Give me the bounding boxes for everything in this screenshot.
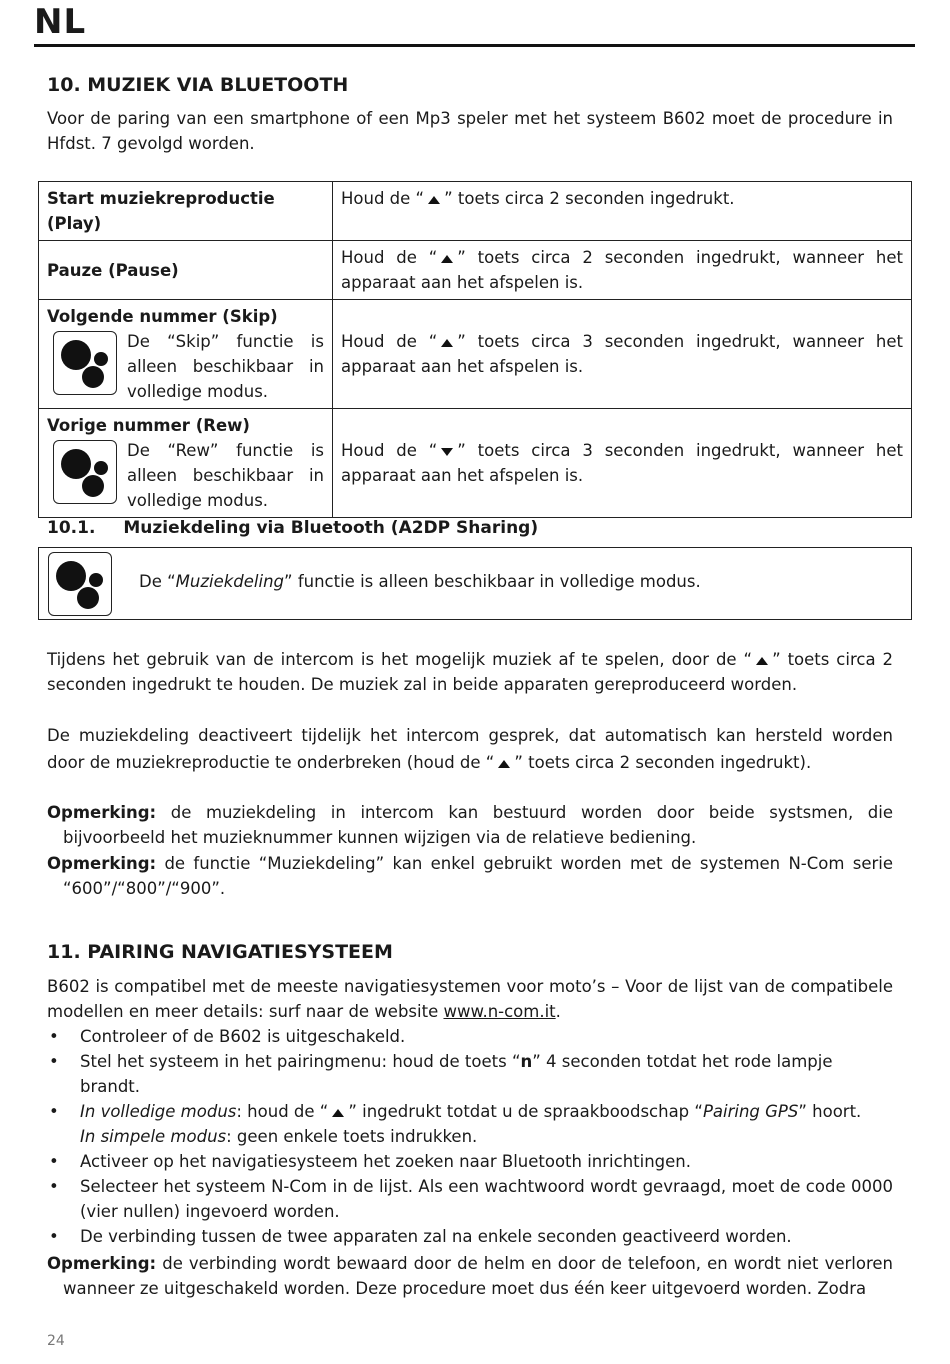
- list-item: • Selecteer het systeem N-Com in de lijst. Als een wachtwoord wordt gevraagd, moet de code 0000 (vier nullen) ingevoerd worden.: [47, 1174, 893, 1224]
- list-item: • Controleer of de B602 is uitgeschakeld.: [47, 1024, 893, 1049]
- full-mode-icon: [53, 440, 117, 504]
- pause-label: Pauze (Pause): [39, 241, 333, 300]
- play-label: Start muziekreproductie (Play): [39, 182, 333, 241]
- sharing-paragraph-1: Tijdens het gebruik van de intercom is het mogelijk muziek af te spelen, door de “ ” toets circa 2 seconden ingedrukt te houden. De muziek zal in beide apparaten gereproduceerd worden.: [47, 650, 893, 694]
- pairing-steps-list: [47, 1024, 893, 1249]
- section-10-1-number: 10.1.: [47, 518, 96, 538]
- down-arrow-icon: [441, 448, 453, 456]
- section-11-intro: B602 is compatibel met de meeste navigatiesystemen voor moto’s – Voor de lijst van de compatibele modellen en meer details: surf naar de website www.n-com.it.: [47, 977, 893, 1021]
- sharing-paragraph-2: De muziekdeling deactiveert tijdelijk het intercom gesprek, dat automatisch kan hersteld worden door de muziekreproductie te onderbreken (houd de “ ” toets circa 2 seconden ingedrukt).: [47, 726, 893, 772]
- music-controls-table: [38, 181, 912, 518]
- sharing-note-2: Opmerking: de functie “Muziekdeling” kan enkel gebruikt worden met de systemen N-Com serie “600”/“800”/“900”.: [47, 854, 893, 898]
- up-arrow-icon: [428, 196, 440, 204]
- up-arrow-icon: [756, 657, 768, 665]
- header-rule: [34, 44, 915, 47]
- full-mode-icon: [53, 331, 117, 395]
- rew-label: Vorige nummer (Rew): [47, 416, 250, 435]
- section-10-1-title: Muziekdeling via Bluetooth (A2DP Sharing): [123, 518, 539, 538]
- section-10-title: 10. MUZIEK VIA BLUETOOTH: [47, 74, 349, 96]
- play-desc: Houd de “ ” toets circa 2 seconden ingedrukt.: [333, 182, 912, 241]
- list-item: • De verbinding tussen de twee apparaten zal na enkele seconden geactiveerd worden.: [47, 1224, 893, 1249]
- rew-desc: Houd de “ ” toets circa 3 seconden ingedrukt, wanneer het apparaat aan het afspelen is.: [333, 409, 912, 518]
- rew-note: De “Rew” functie is alleen beschikbaar in volledige modus.: [127, 441, 324, 510]
- skip-cell: [39, 300, 333, 409]
- section-11-title: 11. PAIRING NAVIGATIESYSTEEM: [47, 941, 393, 963]
- rew-cell: [39, 409, 333, 518]
- skip-label: Volgende nummer (Skip): [47, 307, 278, 326]
- pause-desc: Houd de “ ” toets circa 2 seconden ingedrukt, wanneer het apparaat aan het afspelen is.: [333, 241, 912, 300]
- list-item: • Activeer op het navigatiesysteem het zoeken naar Bluetooth inrichtingen.: [47, 1149, 893, 1174]
- skip-note: De “Skip” functie is alleen beschikbaar in volledige modus.: [127, 332, 324, 401]
- section-10-1-heading: [47, 518, 538, 538]
- skip-desc: Houd de “ ” toets circa 3 seconden ingedrukt, wanneer het apparaat aan het afspelen is.: [333, 300, 912, 409]
- up-arrow-icon: [498, 760, 510, 768]
- section-10-intro: Voor de paring van een smartphone of een Mp3 speler met het systeem B602 moet de procedure in Hfdst. 7 gevolgd worden.: [47, 109, 893, 153]
- sharing-note-1: Opmerking: de muziekdeling in intercom kan bestuurd worden door beide systsmen, die bijvoorbeeld het muzieknummer kunnen wijzigen via de relatieve bediening.: [47, 803, 893, 847]
- up-arrow-icon: [441, 255, 453, 263]
- list-item: • In volledige modus: houd de “ ” ingedrukt totdat u de spraakboodschap “Pairing GPS” hoort. In simpele modus: geen enkele toets indrukken.: [47, 1099, 893, 1149]
- list-item: • Stel het systeem in het pairingmenu: houd de toets “n” 4 seconden totdat het rode lampje brandt.: [47, 1049, 893, 1099]
- language-code: NL: [34, 2, 87, 42]
- website-link[interactable]: www.n-com.it: [443, 1002, 556, 1021]
- section-11-note: Opmerking: de verbinding wordt bewaard door de helm en door de telefoon, en wordt niet verloren wanneer ze uitgeschakeld worden. Deze procedure moet dus één keer uitgevoerd worden. Zodra: [47, 1254, 893, 1298]
- page-number: 24: [47, 1333, 65, 1349]
- sharing-note-text: De “Muziekdeling” functie is alleen beschikbaar in volledige modus.: [139, 572, 701, 591]
- up-arrow-icon: [441, 339, 453, 347]
- up-arrow-icon: [332, 1109, 344, 1117]
- full-mode-icon: [48, 552, 112, 616]
- sharing-note-box: [38, 547, 912, 620]
